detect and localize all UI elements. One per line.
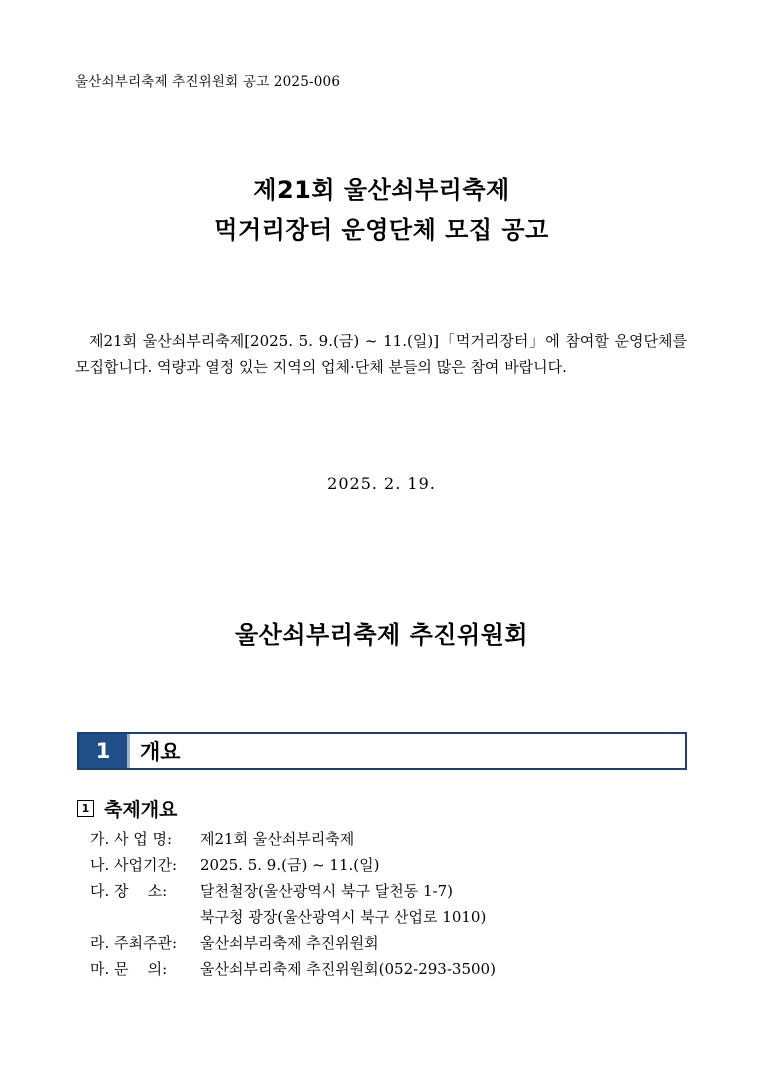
- notice-number: 울산쇠부리축제 추진위원회 공고 2025-006: [75, 74, 341, 90]
- item-value: 제21회 울산쇠부리축제: [200, 830, 355, 848]
- item-label: 나. 사업기간:: [90, 856, 178, 874]
- list-item: [90, 878, 496, 904]
- item-label: 가. 사 업 명:: [90, 830, 173, 848]
- item-value: 달천철장(울산광역시 북구 달천동 1-7): [200, 882, 454, 900]
- overview-list: [90, 826, 496, 982]
- item-label: 마. 문 의:: [90, 960, 168, 978]
- intro-paragraph: 제21회 울산쇠부리축제[2025. 5. 9.(금) ~ 11.(일)]「먹거리장터」에 참여할 운영단체를 모집합니다. 역량과 열정 있는 지역의 업체·단체 분들의 많은 참여 바랍니다.: [75, 332, 687, 376]
- list-item: [90, 852, 496, 878]
- notice-date: 2025. 2. 19.: [327, 474, 436, 493]
- section-header: [77, 732, 687, 770]
- item-label: 라. 주최주관:: [90, 934, 178, 952]
- subsection-heading: [77, 795, 177, 822]
- item-label: 다. 장 소:: [90, 882, 168, 900]
- item-label: [90, 904, 200, 930]
- item-value: 울산쇠부리축제 추진위원회: [200, 934, 379, 952]
- list-item: [90, 904, 496, 930]
- subsection-title: 축제개요: [104, 799, 178, 821]
- section-title: 개요: [140, 740, 181, 764]
- organization-name: 울산쇠부리축제 추진위원회: [234, 621, 529, 649]
- item-value: 2025. 5. 9.(금) ~ 11.(일): [200, 856, 380, 874]
- list-item: [90, 826, 496, 852]
- section-number: 1: [79, 734, 130, 768]
- subsection-number-box: 1: [77, 800, 94, 817]
- title-line-2: 먹거리장터 운영단체 모집 공고: [214, 216, 549, 244]
- list-item: [90, 956, 496, 982]
- item-value: 북구청 광장(울산광역시 북구 산업로 1010): [200, 908, 487, 926]
- title-line-1: 제21회 울산쇠부리축제: [253, 176, 510, 204]
- list-item: [90, 930, 496, 956]
- item-value: 울산쇠부리축제 추진위원회(052-293-3500): [200, 960, 496, 978]
